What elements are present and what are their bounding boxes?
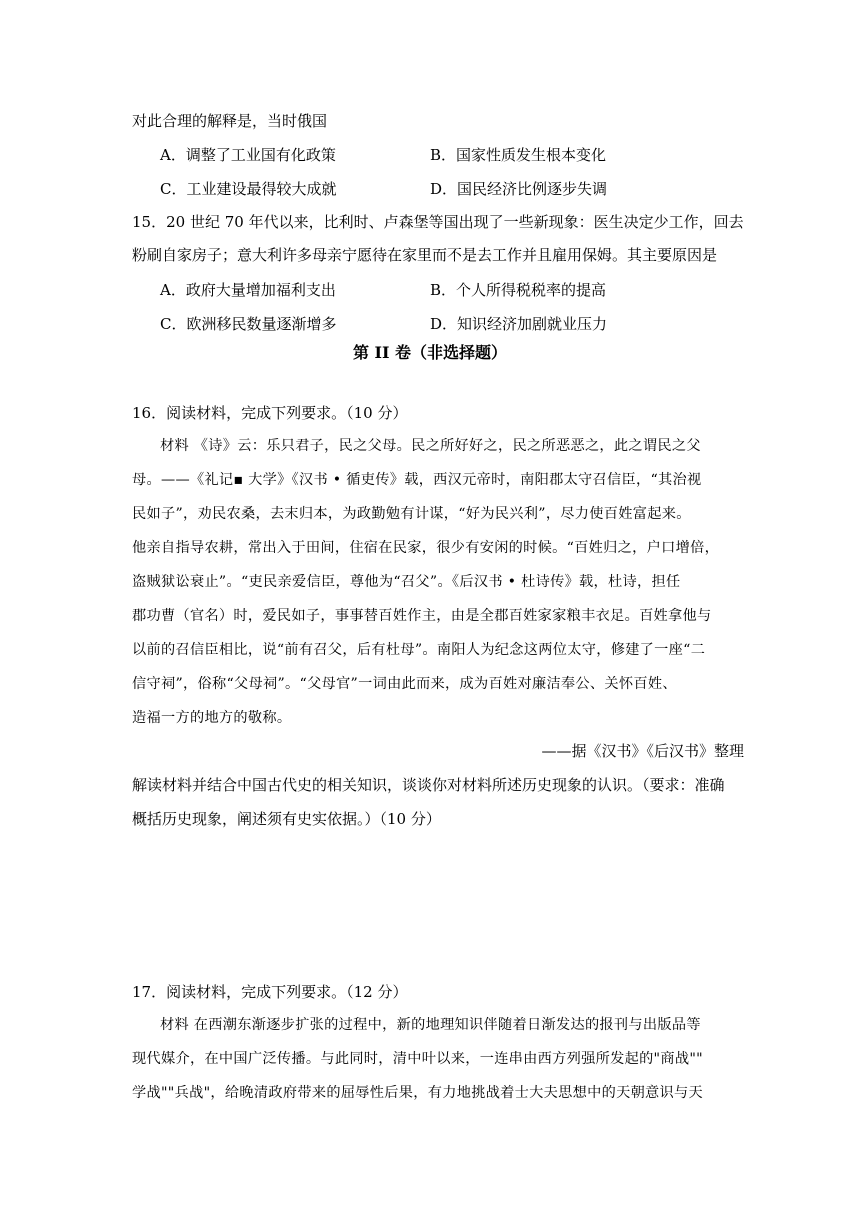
q16-material-line-8: 信守祠”，俗称“父母祠”。“父母官”一词由此而来，成为百姓对廉洁奉公、关怀百姓、 [132,676,677,692]
q16-material-line-1: 材料 《诗》云：乐只君子，民之父母。民之所好好之，民之所恶恶之，此之谓民之父 [160,438,701,454]
q16-material-line-7: 以前的召信臣相比，说“前有召父，后有杜母”。南阳人为纪念这两位太守，修建了一座“二 [132,642,706,658]
q14-stem-end: 对此合理的解释是，当时俄国 [132,112,328,130]
q16-material-line-4: 他亲自指导农耕，常出入于田间，住宿在民家，很少有安闲的时候。“百姓归之，户口增倍， [132,540,720,556]
section-2-title: 第 II 卷（非选择题） [352,343,508,362]
q16-material-line-2: 母。——《礼记▪ 大学》《汉书 • 循吏传》载，西汉元帝时，南阳郡太守召信臣，“其治视 [132,472,702,488]
q16-material-line-6: 郡功曹（官名）时，爱民如子，事事替百姓作主，由是全郡百姓家家粮丰衣足。百姓拿他与 [132,608,712,624]
q15-stem-line-2: 粉刷自家房子；意大利许多母亲宁愿待在家里而不是去工作并且雇用保姆。其主要原因是 [132,246,718,264]
q16-material-line-3: 民如子”，劝民农桑，去末归本，为政勤勉有计谋，“好为民兴利”，尽力使百姓富起来。 [132,506,691,522]
q15-option-c: C．欧洲移民数量逐渐增多 [160,315,337,333]
q15-option-d: D．知识经济加剧就业压力 [430,315,608,333]
q17-header: 17．阅读材料，完成下列要求。（12 分） [132,983,408,1001]
q16-header: 16．阅读材料，完成下列要求。（10 分） [132,404,408,422]
q17-material-line-2: 现代媒介，在中国广泛传播。与此同时，清中叶以来，一连串由西方列强所发起的"商战"" [132,1051,704,1067]
q16-task-line-1: 解读材料并结合中国古代史的相关知识，谈谈你对材料所述历史现象的认识。（要求：准确 [132,776,725,794]
q16-source: ——据《汉书》《后汉书》整理 [541,742,744,760]
q15-option-a: A．政府大量增加福利支出 [160,281,336,299]
q15-option-b: B．个人所得税税率的提高 [430,281,607,299]
q14-option-d: D．国民经济比例逐步失调 [430,180,608,198]
q16-material-line-9: 造福一方的地方的敬称。 [132,710,292,726]
q16-material-line-5: 盗贼狱讼衰止”。“吏民亲爱信臣，尊他为“召父”。《后汉书 • 杜诗传》载，杜诗，担任 [132,574,681,590]
q17-material-line-3: 学战""兵战"，给晚清政府带来的屈辱性后果，有力地挑战着士大夫思想中的天朝意识与天 [132,1085,704,1101]
q16-task-line-2: 概括历史现象，阐述须有史实依据。）（10 分） [132,810,441,828]
q17-material-line-1: 材料 在西潮东渐逐步扩张的过程中，新的地理知识伴随着日渐发达的报刊与出版品等 [160,1017,701,1033]
q14-option-b: B．国家性质发生根本变化 [430,146,607,164]
q15-stem-line-1: 15．20 世纪 70 年代以来，比利时、卢森堡等国出现了一些新现象：医生决定少工作，回去 [132,213,744,231]
q14-option-c: C．工业建设最得较大成就 [160,180,337,198]
q14-option-a: A．调整了工业国有化政策 [160,146,336,164]
